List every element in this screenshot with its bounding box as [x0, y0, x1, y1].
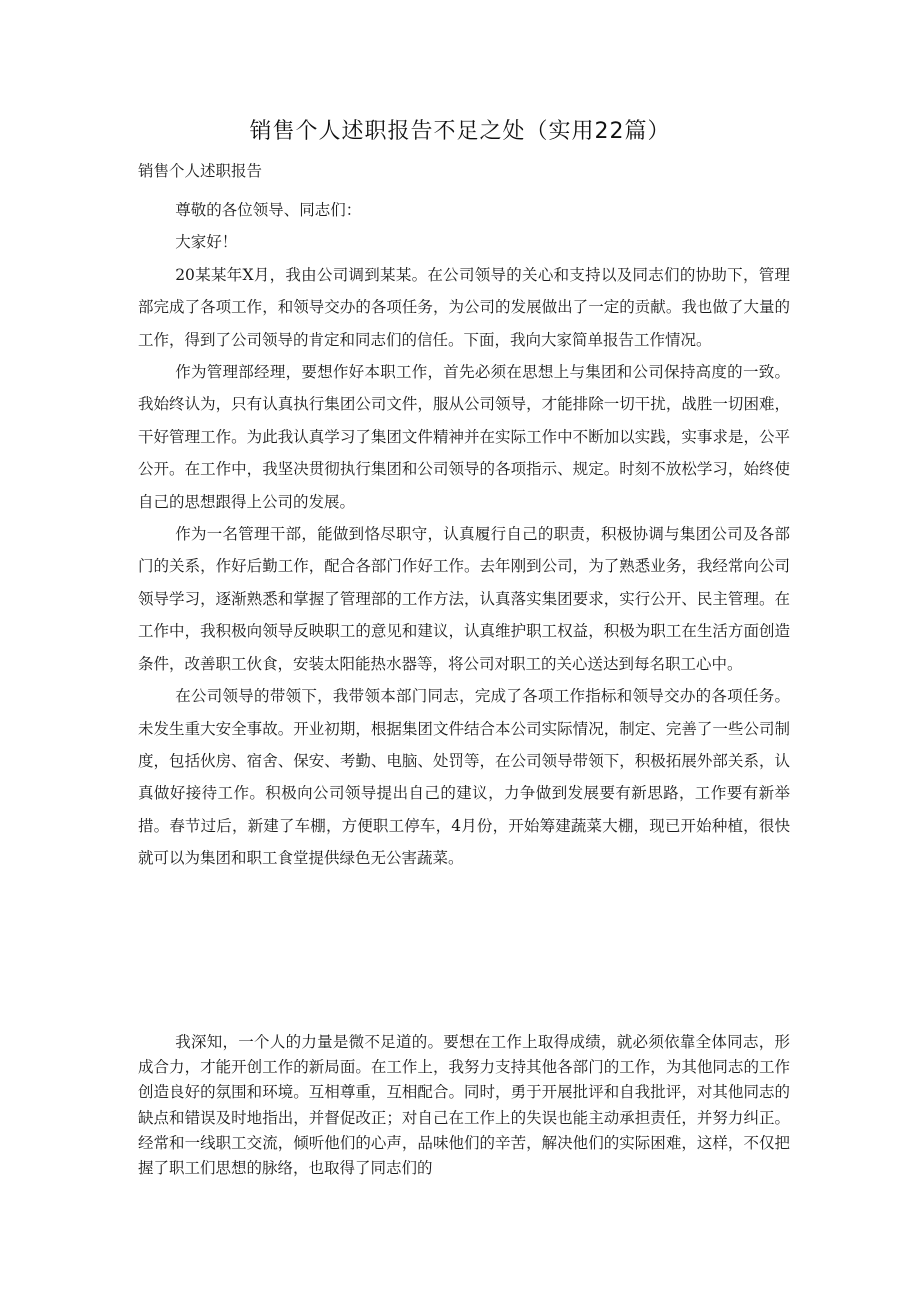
body-paragraph: 作为管理部经理，要想作好本职工作，首先必须在思想上与集团和公司保持高度的一致。我始终认为，只有认真执行集团公司文件，服从公司领导，才能排除一切干扰，战胜一切困难，干好管理工作。为此我认真学习了集团文件精神并在实际工作中不断加以实践，实事求是，公平公开。在工作中，我坚决贯彻执行集团和公司领导的各项指示、规定。时刻不放松学习，始终使自己的思想跟得上公司的发展。: [138, 363, 790, 511]
document-title: 销售个人述职报告不足之处（实用22篇）: [249, 119, 671, 144]
body-paragraph: 20某某年X月，我由公司调到某某。在公司领导的关心和支持以及同志们的协助下，管理部完成了各项工作，和领导交办的各项任务，为公司的发展做出了一定的贡献。我也做了大量的工作，得到了公司领导的肯定和同志们的信任。下面，我向大家简单报告工作情况。: [138, 265, 790, 349]
document-subtitle: 销售个人述职报告: [138, 162, 263, 180]
document-body: [138, 194, 790, 875]
body-paragraph: 作为一名管理干部，能做到恪尽职守，认真履行自己的职责，积极协调与集团公司及各部门的关系，作好后勤工作，配合各部门作好工作。去年刚到公司，为了熟悉业务，我经常向公司领导学习，逐渐熟悉和掌握了管理部的工作方法，认真落实集团要求，实行公开、民主管理。在工作中，我积极向领导反映职工的意见和建议，认真维护职工权益，积极为职工在生活方面创造条件，改善职工伙食，安装太阳能热水器等，将公司对职工的关心送达到每名职工心中。: [138, 525, 790, 673]
salutation-paragraph: 尊敬的各位领导、同志们：: [175, 201, 362, 219]
document-body-continued: [138, 1030, 790, 1181]
body-paragraph: 在公司领导的带领下，我带领本部门同志，完成了各项工作指标和领导交办的各项任务。未发生重大安全事故。开业初期，根据集团文件结合本公司实际情况，制定、完善了一些公司制度，包括伙房、宿舍、保安、考勤、电脑、处罚等，在公司领导带领下，积极拓展外部关系，认真做好接待工作。积极向公司领导提出自己的建议，力争做到发展要有新思路，工作要有新举措。春节过后，新建了车棚，方便职工停车，4月份，开始筹建蔬菜大棚，现已开始种植，很快就可以为集团和职工食堂提供绿色无公害蔬菜。: [138, 687, 790, 868]
body-paragraph-last: 我深知，一个人的力量是微不足道的。要想在工作上取得成绩，就必须依靠全体同志，形成合力，才能开创工作的新局面。在工作上，我努力支持其他各部门的工作，为其他同志的工作创造良好的氛围和环境。互相尊重，互相配合。同时，勇于开展批评和自我批评，对其他同志的缺点和错误及时地指出，并督促改正；对自己在工作上的失误也能主动承担责任，并努力纠正。经常和一线职工交流，倾听他们的心声，品味他们的辛苦，解决他们的实际困难，这样，不仅把握了职工们思想的脉络，也取得了同志们的: [138, 1033, 790, 1178]
greeting-paragraph: 大家好！: [175, 233, 238, 252]
